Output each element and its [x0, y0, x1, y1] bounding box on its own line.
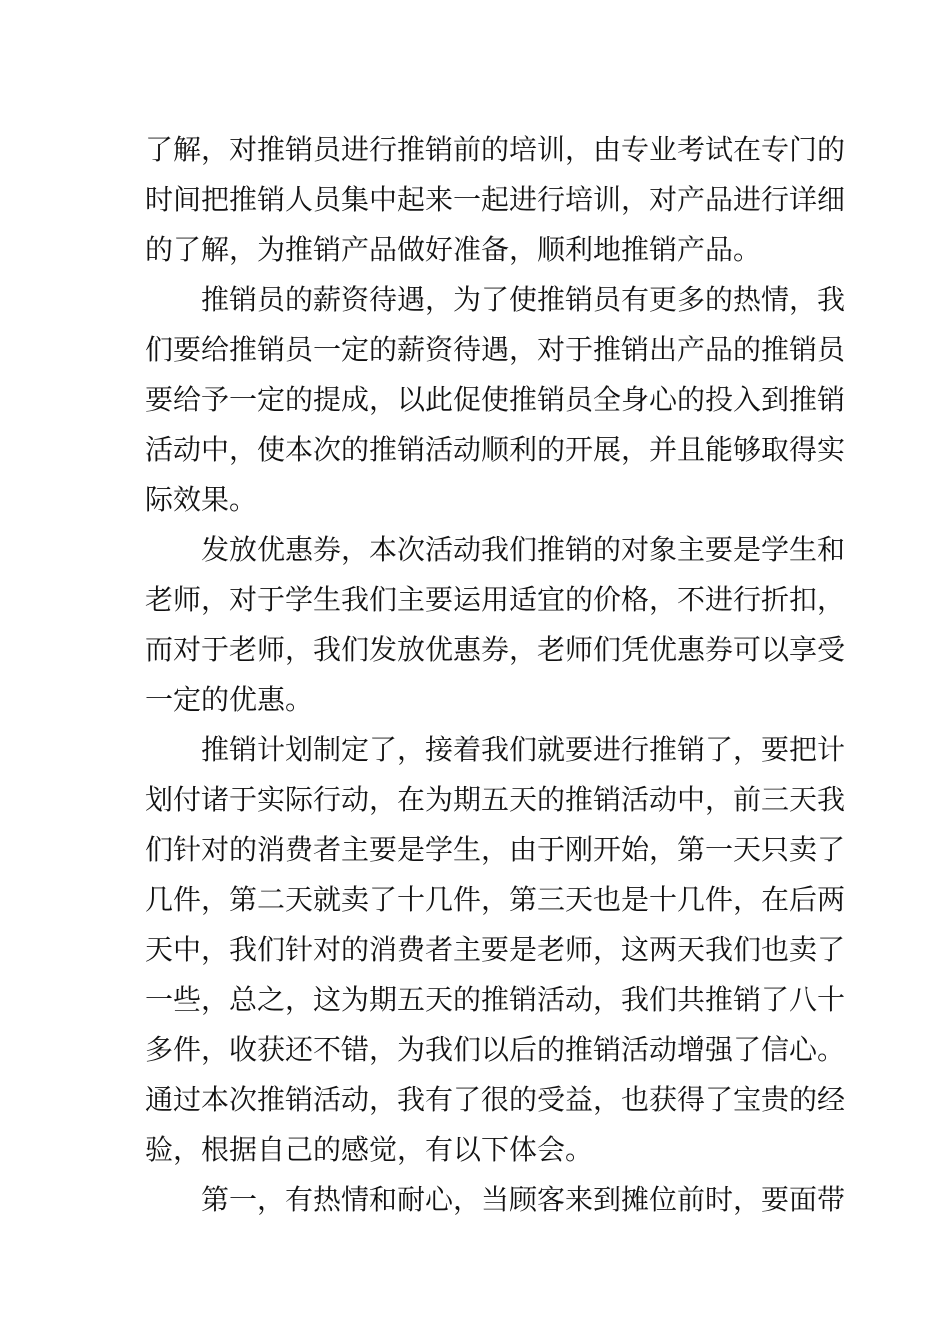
text-line: 推销计划制定了，接着我们就要进行推销了，要把计 [201, 733, 846, 766]
text-line: 天中，我们针对的消费者主要是老师，这两天我们也卖了 [145, 933, 846, 966]
text-line: 通过本次推销活动，我有了很的受益，也获得了宝贵的经 [145, 1083, 846, 1116]
text-line: 老师，对于学生我们主要运用适宜的价格，不进行折扣， [145, 583, 846, 616]
text-line: 们要给推销员一定的薪资待遇，对于推销出产品的推销员 [145, 333, 846, 366]
text-line: 几件，第二天就卖了十几件，第三天也是十几件，在后两 [145, 883, 846, 916]
text-line: 一些，总之，这为期五天的推销活动，我们共推销了八十 [145, 983, 846, 1016]
text-line: 的了解，为推销产品做好准备，顺利地推销产品。 [145, 233, 762, 266]
text-line: 推销员的薪资待遇，为了使推销员有更多的热情，我 [201, 283, 846, 316]
text-line: 第一，有热情和耐心，当顾客来到摊位前时，要面带 [201, 1183, 846, 1216]
text-line: 时间把推销人员集中起来一起进行培训，对产品进行详细 [145, 183, 846, 216]
text-line: 了解，对推销员进行推销前的培训，由专业考试在专门的 [145, 133, 846, 166]
text-line: 们针对的消费者主要是学生，由于刚开始，第一天只卖了 [145, 833, 846, 866]
text-line: 活动中，使本次的推销活动顺利的开展，并且能够取得实 [145, 433, 846, 466]
text-line: 验，根据自己的感觉，有以下体会。 [145, 1133, 594, 1166]
text-line: 多件，收获还不错，为我们以后的推销活动增强了信心。 [145, 1033, 846, 1066]
text-line: 发放优惠券，本次活动我们推销的对象主要是学生和 [201, 533, 846, 566]
text-line: 划付诸于实际行动，在为期五天的推销活动中，前三天我 [145, 783, 846, 816]
text-line: 要给予一定的提成，以此促使推销员全身心的投入到推销 [145, 383, 846, 416]
text-line: 而对于老师，我们发放优惠券，老师们凭优惠券可以享受 [145, 633, 846, 666]
text-line: 际效果。 [145, 483, 258, 516]
text-line: 一定的优惠。 [145, 683, 314, 716]
